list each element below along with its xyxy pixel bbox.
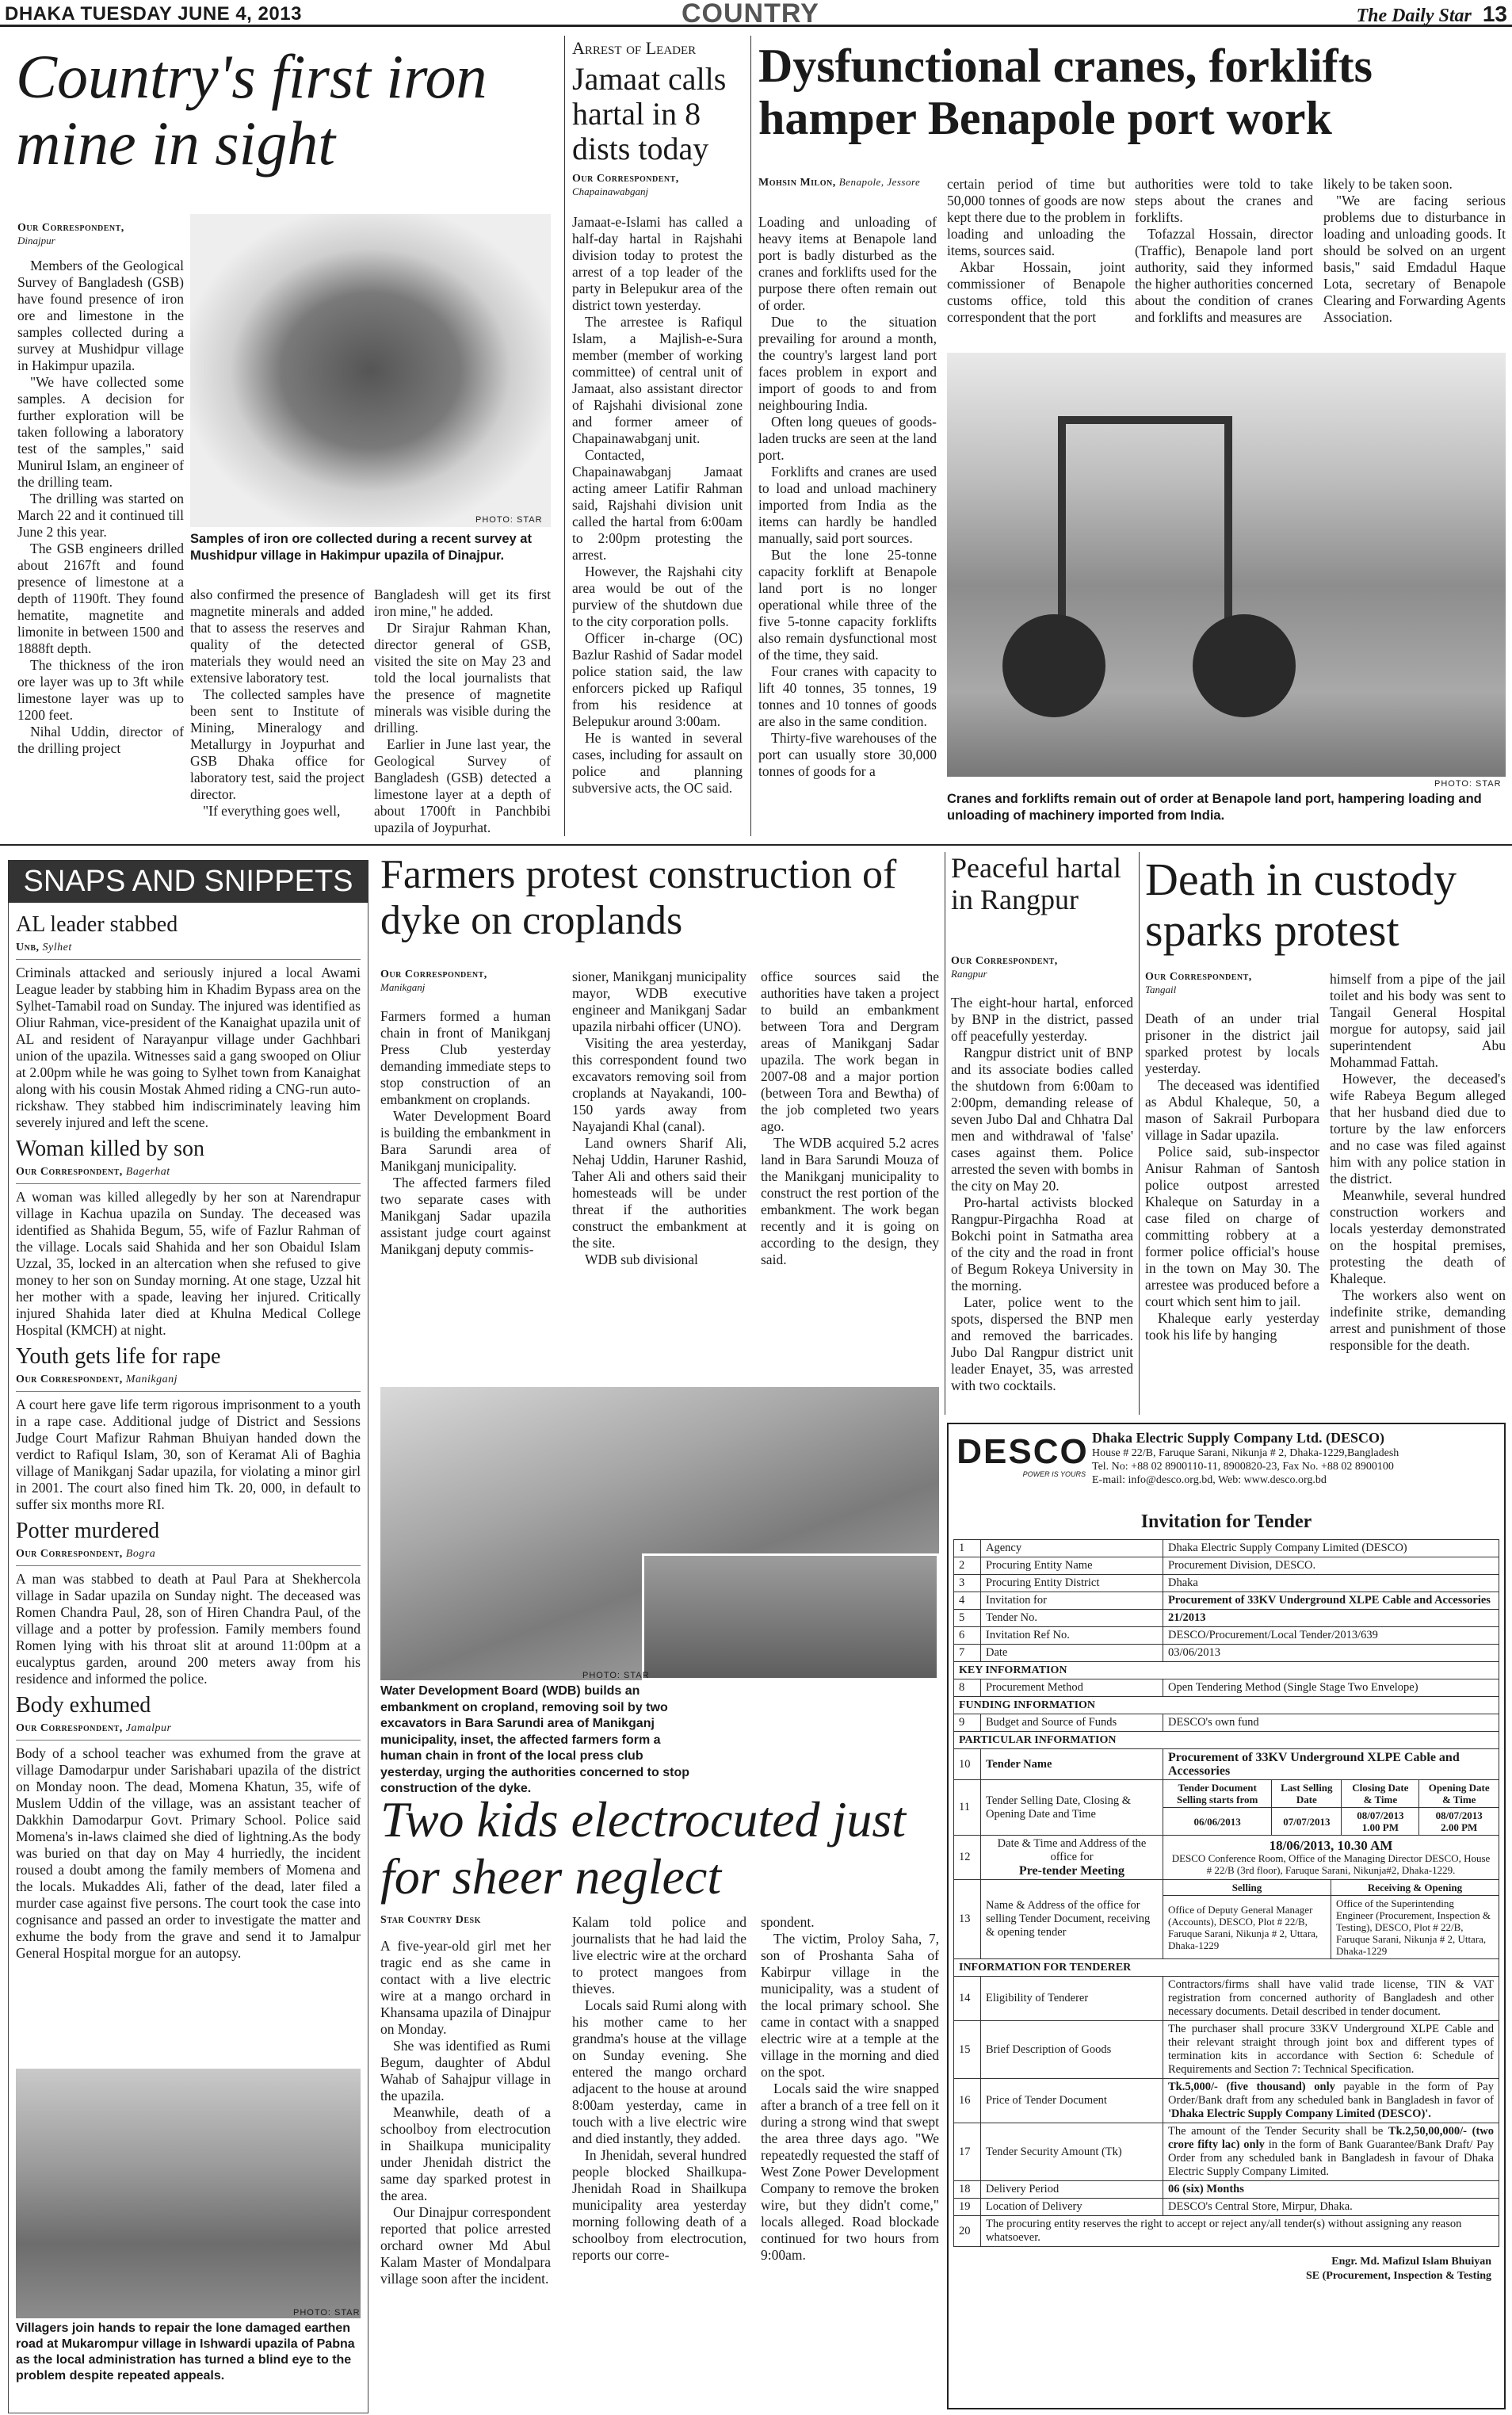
tender-row: [954, 1714, 1499, 1732]
snap-item: [16, 1136, 361, 1339]
closing-time: 1.00 PM: [1361, 1821, 1399, 1833]
custody-p2: The deceased was identified as Abdul Khaleque, 50, a mason of Sakrail Purbopara village in Sadar upazila.: [1145, 1077, 1319, 1143]
row-key: Tender Selling Date, Closing & Opening Date and Time: [981, 1780, 1163, 1836]
cranes-col4: [1323, 176, 1506, 326]
tender-section: [954, 1959, 1499, 1977]
jamaat-p5: Officer in-charge (OC) Bazlur Rashid of Sadar model police station said, the law enforcers picked up Rafiqul from his residence at Belepukur around 3:00am.: [572, 630, 743, 729]
custody-headline: Death in custody sparks protest: [1145, 854, 1457, 956]
meeting-address: DESCO Conference Room, Office of the Managing Director DESCO, House # 22/B (3rd floor), Faruque Sarani, Nikunja#2, Dhaka-1229.: [1171, 1852, 1491, 1876]
row-num: 9: [954, 1714, 981, 1732]
row-key: Procurement Method: [981, 1679, 1163, 1697]
kids-col1: [380, 1938, 551, 2287]
forklift-photo: [947, 353, 1506, 777]
cranes-p5: But the lone 25-tonne capacity forklift at Benapole land port is no longer operational while three of the five 5-tonne capacity forklifts also remain dysfunctional most of the time, they said.: [758, 547, 937, 663]
row-key: Brief Description of Goods: [981, 2021, 1163, 2079]
schedule-cell: [1163, 1780, 1499, 1836]
snap-text: A man was stabbed to death at Paul Para at Shekhercola village in Sadar upazila on Sunday night. The deceased was Romen Chandra Paul, 28, son of Hiren Chandra Paul, of the village and a potter by profession. Family members found Romen lying with his throat slit at around 11:00pm at a eucalyptus garden, around 200 meters away from his residence and informed the police.: [16, 1565, 361, 1687]
rangpur-p4: Later, police went to the spots, dispersed the BNP men and removed the barricades. Jubo Dal Rangpur district unit leader Enayet, 35, was arrested with two cocktails.: [951, 1294, 1133, 1393]
cranes-c4p1: likely to be taken soon.: [1323, 176, 1453, 192]
row-num: 16: [954, 2079, 981, 2123]
snap-item: [16, 1343, 361, 1513]
iron-c3p1: Bangladesh will get its first iron mine," he added.: [374, 587, 551, 619]
row-key: Name & Address of the office for selling Tender Document, receiving & opening tender: [981, 1880, 1163, 1959]
jamaat-p6: He is wanted in several cases, including for assault on police and planning subversive acts, the OC said.: [572, 730, 743, 796]
snap-item: [16, 1692, 361, 1962]
desco-tender-ad: [947, 1423, 1506, 2409]
farmers-c2p2: Visiting the area yesterday, this correspondent found two excavators removing soil from croplands at Nayakandi, 100-150 yards away from Nayajandi Khal (canal).: [572, 1035, 746, 1134]
tender-row: [954, 1749, 1499, 1780]
snap-item: [16, 1518, 361, 1687]
cranes-p6: Four cranes with capacity to lift 40 tonnes, 35 tonnes, 19 tonnes and 10 tonnes of goods are also in the same condition.: [758, 663, 937, 729]
section-title: COUNTRY: [682, 0, 819, 29]
row-num: 1: [954, 1540, 981, 1557]
cranes-col1: [758, 214, 937, 780]
custody-c2p2: However, the deceased's wife Rabeya Begum alleged that her husband died due to torture by the law enforcers and no case was filed against him with any police station in the district.: [1330, 1071, 1506, 1186]
signatory-name: Engr. Md. Mafizul Islam Bhuiyan: [1331, 2256, 1491, 2268]
row-value: DESCO/Procurement/Local Tender/2013/639: [1163, 1627, 1499, 1645]
farmers-p2: Water Development Board is building the embankment in Bara Sarundi area of Manikganj municipality.: [380, 1108, 551, 1174]
row-value: [1163, 2079, 1499, 2123]
rangpur-body: [951, 995, 1133, 1394]
kids-p2: She was identified as Rumi Begum, daughter of Abdul Wahab of Sahajpur village in the upazila.: [380, 2038, 551, 2104]
col-rule: [564, 36, 565, 836]
cranes-p1: Loading and unloading of heavy items at Benapole land port is badly disturbed as the cranes and forklifts used for the purpose there often remain out of order.: [758, 214, 937, 313]
row-value: Open Tendering Method (Single Stage Two Envelope): [1163, 1679, 1499, 1697]
kids-col3: [761, 1914, 939, 2264]
tender-row: [954, 1836, 1499, 1880]
desco-address: House # 22/B, Faruque Sarani, Nikunja # 2, Dhaka-1229,Bangladesh: [1092, 1447, 1399, 1459]
row-value: Procurement Division, DESCO.: [1163, 1557, 1499, 1575]
iron-ore-photo: [190, 214, 551, 527]
cranes-byline-text: Mohsin Milon,: [758, 177, 836, 189]
tender-row: [954, 1610, 1499, 1627]
opening-cell: [1419, 1808, 1499, 1836]
snap-text: A court here gave life term rigorous imprisonment to a youth in a rape case. Additional judge of District and Sessions Judge Court Mafizur Rahman Bhuiyan handed down the verdict to Rafiqul Islam, 30, son of Keramat Ali of Baghia village of Manikganj Sadar upazila, for violating a minor girl in 2001. The court also fined him Tk. 20, 000, in default to suffer six months more RI.: [16, 1391, 361, 1513]
custody-c2p4: The workers also went on indefinite strike, demanding arrest and punishment of those responsible for the death.: [1330, 1287, 1506, 1353]
receiving-head: Receiving & Opening: [1331, 1880, 1499, 1896]
tender-row: [954, 1592, 1499, 1610]
farmers-caption: Water Development Board (WDB) builds an embankment on cropland, removing soil by two excavators in Bara Sarundi area of Manikganj municipality, inset, the affected farmers form a human chain in front of the local press club yesterday, urging the authorities concerned to stop construction of the dyke.: [380, 1684, 689, 1795]
cranes-c3p2: Tofazzal Hossain, director (Traffic), Benapole land port authority, said they informed the higher authorities concerned about the condition of cranes and forklifts and measures are: [1135, 226, 1313, 325]
kids-c2p3: In Jhenidah, several hundred people blocked Shailkupa-Jhenidah Road in Shailkupa municipality area yesterday morning following death of a schoolboy from electrocution, reports our corre-: [572, 2147, 746, 2263]
row-num: 11: [954, 1780, 981, 1836]
kids-c3p3: Locals said the wire snapped after a branch of a tree fell on it during a strong wind that swept the area three days ago. "We repeatedly requested the staff of West Zone Power Development Company to remove the broken wire, but they didn't come," locals alleged. Road blockade continued for two hours from 9:00am.: [761, 2081, 939, 2263]
snap-text: Criminals attacked and seriously injured a local Awami League leader by stabbing him in Khadim Bypass area on the Sylhet-Tamabil road on Sunday. The injured was identified as Oliur Rahman, vice-president of the Kanaighat upazila unit of AL and resident of Narayanpur village under Gachhbari union of the upazila. Witnesses said a gang swooped on Oliur at 2.00pm while he was going to Sylhet town from Kanaighat along with his cousin Mostak Ahmed riding a CNG-run auto-rickshaw. They stabbed him indiscriminately leaving him severely injured and left the scene.: [16, 959, 361, 1131]
tender-row: [954, 1627, 1499, 1645]
row-value: DESCO's own fund: [1163, 1714, 1499, 1732]
section-label: KEY INFORMATION: [954, 1662, 1499, 1679]
cranes-p7: Thirty-five warehouses of the port can usually store 30,000 tonnes of goods for a: [758, 730, 937, 779]
row-value: [1163, 1836, 1499, 1880]
row-key: Tender Name: [981, 1749, 1163, 1780]
snap-headline: AL leader stabbed: [16, 912, 178, 937]
jamaat-kicker: Arrest of Leader: [572, 38, 697, 58]
row-key: Invitation Ref No.: [981, 1627, 1163, 1645]
row-num: 4: [954, 1592, 981, 1610]
jamaat-p1: Jamaat-e-Islami has called a half-day hartal in Rajshahi division today to protest the arrest of a top leader of the party in Belepukur area of the district town yesterday.: [572, 214, 743, 313]
iron-byline-text: Our Correspondent,: [17, 222, 124, 234]
security-terms: in the form of Bank Guarantee/Bank Draft/ Pay Order from any scheduled bank in Bangladesh in favour of Dhaka Electric Supply Company Limited.: [1168, 2138, 1494, 2178]
row-key: Date: [981, 1645, 1163, 1662]
snap-byline: [16, 1374, 361, 1386]
kids-byline: Star Country Desk: [380, 1914, 481, 1926]
tender-row: [954, 2199, 1499, 2216]
jamaat-location: Chapainawabganj: [572, 185, 649, 197]
snap-byline-text: Our Correspondent,: [16, 1548, 123, 1560]
farmers-c2p4: WDB sub divisional: [585, 1251, 698, 1267]
masthead-right: [1357, 2, 1508, 27]
jamaat-byline: [572, 173, 743, 198]
cranes-photo-credit: PHOTO: STAR: [1434, 779, 1502, 789]
farmers-location: Manikganj: [380, 981, 426, 993]
farmers-col2: [572, 969, 746, 1268]
farmers-col1: [380, 1008, 551, 1258]
row-key: Budget and Source of Funds: [981, 1714, 1163, 1732]
snaps-title: SNAPS AND SNIPPETS: [8, 860, 368, 903]
row-value: Dhaka Electric Supply Company Limited (DESCO): [1163, 1540, 1499, 1557]
kids-p1: A five-year-old girl met her tragic end as she came in contact with a live electric wire at a mango orchard in Khansama upazila of Dinajpur on Monday.: [380, 1938, 551, 2037]
jamaat-p4: However, the Rajshahi city area would be out of the purview of the shutdown due to the city corporation polls.: [572, 564, 743, 629]
rangpur-p3: Pro-hartal activists blocked Rangpur-Pirgachha Road at Bokchi point in Satmatha area of the city and the road in front of Begum Rokeya University in the morning.: [951, 1194, 1133, 1293]
snap-headline: Youth gets life for rape: [16, 1344, 221, 1369]
desco-logo: [953, 1429, 1092, 1478]
tender-row: [954, 1880, 1499, 1959]
tender-table: [953, 1539, 1499, 2247]
cranes-col3: [1135, 176, 1313, 326]
farmers-byline: [380, 969, 551, 994]
kids-c2p2: Locals said Rumi along with his mother came to her grandma's house at the village on Sunday evening. She entered the mango orchard adjacent to the house at around 8:00am yesterday, came in touch with a live electric wire and died instantly, they added.: [572, 1997, 746, 2146]
row-num: 6: [954, 1627, 981, 1645]
farmers-p1: Farmers formed a human chain in front of Manikganj Press Club yesterday demanding immediate steps to stop construction of an embankment on croplands.: [380, 1008, 551, 1107]
snap-byline-text: Our Correspondent,: [16, 1166, 123, 1178]
tender-row: [954, 2216, 1499, 2247]
row-key: Price of Tender Document: [981, 2079, 1163, 2123]
row-value: 03/06/2013: [1163, 1645, 1499, 1662]
row-key: Agency: [981, 1540, 1163, 1557]
snap-byline: [16, 1722, 361, 1735]
section-label: FUNDING INFORMATION: [954, 1697, 1499, 1714]
snap-byline-text: Unb,: [16, 942, 40, 953]
desco-tel: Tel. No: +88 02 8900110-11, 8900820-23, Fax No. +88 02 8900100: [1092, 1461, 1394, 1473]
col-rule: [1139, 852, 1140, 1415]
office-cell: [1163, 1880, 1499, 1959]
row-num: 7: [954, 1645, 981, 1662]
iron-c3p3: Earlier in June last year, the Geological Survey of Bangladesh (GSB) detected a limestone layer at a depth of about 1700ft in Panchbibi upazila of Joypurhat.: [374, 736, 551, 835]
farmers-byline-text: Our Correspondent,: [380, 969, 487, 980]
last-selling-date: 07/07/2013: [1272, 1808, 1342, 1836]
farmers-c2p1: sioner, Manikganj municipality mayor, WDB executive engineer and Manikganj Sadar upazila nirbahi officer (UNO).: [572, 969, 746, 1034]
kids-col2: [572, 1914, 746, 2264]
iron-col1: [17, 258, 184, 757]
row-value: Dhaka: [1163, 1575, 1499, 1592]
iron-p2: "We have collected some samples. A decision for further exploration will be taken following a laboratory test of the samples," said Munirul Islam, an engineer of the drilling team.: [17, 374, 184, 490]
iron-p5: The thickness of the iron ore layer was up to 3ft while limestone layer was up to 1200 feet.: [17, 657, 184, 723]
desco-logo-text: DESCO: [956, 1432, 1089, 1471]
schedule-head: Last Selling Date: [1272, 1780, 1342, 1808]
desco-company: Dhaka Electric Supply Company Ltd. (DESCO): [1092, 1430, 1385, 1446]
tender-title: Invitation for Tender: [1140, 1511, 1312, 1532]
rangpur-headline: Peaceful hartal in Rangpur: [951, 852, 1121, 915]
snaps-list: [16, 911, 361, 1966]
farmers-p3: The affected farmers filed two separate cases with Manikganj Sadar upazila assistant judge court against Manikganj deputy commis-: [380, 1175, 551, 1257]
tender-row: [954, 1977, 1499, 2021]
closing-cell: [1342, 1808, 1419, 1836]
row-num: 5: [954, 1610, 981, 1627]
schedule-head: Opening Date & Time: [1419, 1780, 1499, 1808]
iron-c2p2: The collected samples have been sent to Institute of Mining, Mineralogy and Metallurgy in Joypurhat and GSB Dhaka office for laboratory test, said the project director.: [190, 686, 365, 802]
jamaat-p3: Contacted, Chapainawabganj Jamaat acting ameer Latifir Rahman said, Rajshahi division unit called the hartal from 6:00am to 2:00pm protesting the arrest.: [572, 447, 743, 563]
signatory-title: SE (Procurement, Inspection & Testing: [1306, 2270, 1491, 2282]
snaps-photo-credit: PHOTO: STAR: [293, 2308, 361, 2318]
row-num: 14: [954, 1977, 981, 2021]
custody-byline: [1145, 971, 1319, 996]
selling-head: Selling: [1163, 1880, 1331, 1896]
col-rule: [750, 36, 751, 836]
meeting-datetime: 18/06/2013, 10.30 AM: [1269, 1838, 1393, 1853]
tender-row: [954, 1575, 1499, 1592]
snap-location: Bagerhat: [125, 1166, 170, 1178]
tender-row: [954, 1679, 1499, 1697]
opening-date: 08/07/2013: [1435, 1809, 1483, 1821]
farmers-photo-credit: PHOTO: STAR: [582, 1671, 650, 1680]
cranes-location: Benapole, Jessore: [838, 176, 921, 188]
inset-human-chain-photo: [642, 1553, 939, 1680]
tender-row: [954, 2181, 1499, 2199]
security-intro: The amount of the Tender Security shall be: [1168, 2125, 1384, 2138]
custody-c2p3: Meanwhile, several hundred construction workers and locals yesterday demonstrated on the hospital premises, protesting the death of Khaleque.: [1330, 1187, 1506, 1286]
row-num: 18: [954, 2181, 981, 2199]
snap-headline: Woman killed by son: [16, 1137, 205, 1161]
row-num: 8: [954, 1679, 981, 1697]
row-value: The procuring entity reserves the right to accept or reject any/all tender(s) without assigning any reason whatsoever.: [981, 2216, 1499, 2247]
schedule-head: Closing Date & Time: [1342, 1780, 1419, 1808]
row-key: Procuring Entity Name: [981, 1557, 1163, 1575]
paper-name: The Daily Star: [1356, 6, 1472, 26]
row-value: 06 (six) Months: [1163, 2181, 1499, 2199]
row-value: [1163, 2123, 1499, 2181]
kids-headline: Two kids electrocuted just for sheer neglect: [380, 1791, 906, 1905]
desco-contact: [1092, 1429, 1499, 1487]
row-key: [981, 1836, 1163, 1880]
iron-p3: The drilling was started on March 22 and it continued till June 2 this year.: [17, 491, 184, 540]
kids-c2p1: Kalam told police and journalists that he had laid the live electric wire at the orchard to protect mangoes from thieves.: [572, 1914, 746, 1997]
schedule-table: [1163, 1780, 1499, 1835]
snap-location: Jamalpur: [125, 1722, 172, 1734]
cranes-col2: [947, 176, 1125, 326]
row-num: 10: [954, 1749, 981, 1780]
snap-byline: [16, 942, 361, 954]
cranes-c2p2: Akbar Hossain, joint commissioner of Benapole customs office, told this correspondent that the port: [947, 259, 1125, 325]
payee: 'Dhaka Electric Supply Company Limited (DESCO)'.: [1168, 2107, 1431, 2120]
cranes-c4p2: "We are facing serious problems due to disturbance in loading and unloading goods. It should be solved on an urgent basis," said Emdadul Haque Lota, secretary of Benapole Clearing and Forwarding Agents Association.: [1323, 193, 1506, 325]
section-label: PARTICULAR INFORMATION: [954, 1732, 1499, 1749]
snap-text: Body of a school teacher was exhumed from the grave at village Damodarpur under Sarishabari upazila of the district on Monday noon. The dead, Momena Khatun, 35, wife of Muslem Uddin of the village, was an assistant teacher of Dakkhin Damodarpur Govt. Primary School. Police said Momena's in-laws claimed she died of lightning.As the body was buried on that day on May 4 hurriedly, the incident roused a doubt among the family members of Momena and the locals. Mukaddes Ali, father of the dead, later filed a murder case against five persons. The court took the case into cognisance and passed an order to investigate the matter and exhume the body from the grave and send it to Jamalpur General Hospital morgue for an autopsy.: [16, 1740, 361, 1962]
iron-p1: Members of the Geological Survey of Bangladesh (GSB) have found presence of iron ore and limestone in the samples collected during a survey at Mushidpur village in Hakimpur upazila.: [17, 258, 184, 373]
iron-headline: Country's first iron mine in sight: [16, 42, 487, 178]
closing-date: 08/07/2013: [1357, 1809, 1404, 1821]
snap-item: [16, 911, 361, 1131]
embankment-photo: [380, 1387, 939, 1680]
forklift-wheel-shape: [1193, 614, 1296, 717]
iron-location: Dinajpur: [17, 235, 55, 246]
row-key: Tender Security Amount (Tk): [981, 2123, 1163, 2181]
section-divider: [0, 844, 1512, 846]
jamaat-headline: Jamaat calls hartal in 8 dists today: [572, 61, 727, 166]
cranes-p3: Often long queues of goods-laden trucks are seen at the land port.: [758, 414, 937, 463]
snap-headline: Potter murdered: [16, 1519, 160, 1543]
kids-p4: Our Dinajpur correspondent reported that police arrested orchard owner Md Abul Kalam Master of Mondalpara village soon after the incident.: [380, 2204, 551, 2287]
security-amount: Tk.2,50,00,000/- (two crore fifty lac) only: [1168, 2125, 1495, 2151]
desco-email[interactable]: E-mail: info@desco.org.bd, Web: www.desco.org.bd: [1092, 1474, 1327, 1486]
dateline: DHAKA TUESDAY JUNE 4, 2013: [5, 3, 302, 25]
tender-section: [954, 1662, 1499, 1679]
cranes-c2p1: certain period of time but 50,000 tonnes of goods are now kept there due to the problem in loading and unloading the items, sources said.: [947, 176, 1125, 258]
section-label: INFORMATION FOR TENDERER: [954, 1959, 1499, 1977]
rangpur-p2: Rangpur district unit of BNP and its associate bodies called the shutdown from 6:00am to 2:00pm, demanding release of seven Jubo Dal and Chhatra Dal men and withdrawal of 'false' cases against them. Police arrested the seven with bombs in the city on May 20.: [951, 1045, 1133, 1194]
meeting-label: Pre-tender Meeting: [1018, 1864, 1125, 1878]
desco-letterhead: [953, 1429, 1499, 1508]
custody-p3: Police said, sub-inspector Anisur Rahman of Santosh police outpost arrested Khaleque on Saturday in a case filed on charge of committing robbery at a former police official's house in the town on May 30. The arrestee was produced before a court which sent him to jail.: [1145, 1144, 1319, 1309]
tender-row: [954, 1540, 1499, 1557]
rangpur-location: Rangpur: [951, 968, 987, 980]
iron-c2p3: "If everything goes well,: [203, 803, 341, 819]
tender-signature: [953, 2255, 1499, 2283]
row-value: The purchaser shall procure 33KV Underground XLPE Cable and their relevant straight through joint box and different types of termination kits in accordance with Section 6: Schedule of Requirements and Section 7: Technical Specification.: [1163, 2021, 1499, 2079]
farmers-c2p3: Land owners Sharif Ali, Nehaj Uddin, Haruner Rashid, Taher Ali and others said their homesteads will be under threat if the authorities construct the embankment at the site.: [572, 1135, 746, 1251]
iron-photo-credit: PHOTO: STAR: [475, 515, 543, 525]
document-price: Tk.5,000/- (five thousand) only: [1168, 2081, 1335, 2093]
farmers-c3p1: office sources said the authorities have taken a project to build an embankment between Tora and Dergram areas of Manikganj Sadar upazila. The work began in 2007-08 and a major portion (between Tora and Bewtha) of the job completed two years ago.: [761, 969, 939, 1134]
receiving-office: Office of the Superintending Engineer (Procurement, Inspection & Testing), DESCO, Plot # 22/B, Faruque Sarani, Nikunja # 2, Uttara, Dhaka-1229: [1331, 1896, 1499, 1959]
row-key: Tender No.: [981, 1610, 1163, 1627]
iron-c3p2: Dr Sirajur Rahman Khan, director general of GSB, visited the site on May 23 and told the local journalists that the presence of magnetite minerals was visible during the drilling.: [374, 620, 551, 736]
kids-c3p1: spondent.: [761, 1914, 815, 1930]
snap-byline: [16, 1548, 361, 1561]
cranes-c3p1: authorities were told to take steps about the cranes and forklifts.: [1135, 176, 1313, 225]
tender-section: [954, 1732, 1499, 1749]
cranes-p2: Due to the situation prevailing for around a month, the country's largest land port faces problem in export and import of goods to and from neighbouring India.: [758, 314, 937, 413]
kids-p3: Meanwhile, death of a schoolboy from electrocution in Shailkupa municipality under Jhenidah district the same day sparked protest in the area.: [380, 2104, 551, 2203]
snap-location: Manikganj: [125, 1374, 178, 1385]
cranes-headline: Dysfunctional cranes, forklifts hamper Benapole port work: [758, 40, 1373, 144]
rangpur-byline-text: Our Correspondent,: [951, 955, 1058, 967]
snap-location: Sylhet: [42, 942, 72, 953]
row-value: Procurement of 33KV Underground XLPE Cable and Accessories: [1163, 1749, 1499, 1780]
iron-c2p1: also confirmed the presence of magnetite minerals and added that to assess the reserves and quality of the detected materials they would need an extensive laboratory test.: [190, 587, 365, 686]
tender-row: [954, 2021, 1499, 2079]
jamaat-byline-text: Our Correspondent,: [572, 173, 679, 185]
row-value: 21/2013: [1163, 1610, 1499, 1627]
rangpur-p1: The eight-hour hartal, enforced by BNP in the district, passed off peacefully yesterday.: [951, 995, 1133, 1044]
row-value: Contractors/firms shall have valid trade license, TIN & VAT registration from concerned authority of Bangladesh and other necessary documents. Detail described in tender document.: [1163, 1977, 1499, 2021]
custody-byline-text: Our Correspondent,: [1145, 971, 1252, 983]
row-num: 17: [954, 2123, 981, 2181]
row-num: 13: [954, 1880, 981, 1959]
custody-p4: Khaleque early yesterday took his life by hanging: [1145, 1310, 1319, 1343]
jamaat-p2: The arrestee is Rafiqul Islam, a Majlish-e-Sura member (member of working committee) of central unit of Jamaat, also assistant director of Rajshahi divisional zone and former ameer of Chapainawabganj unit.: [572, 314, 743, 446]
snaps-caption: Villagers join hands to repair the lone damaged earthen road at Mukarompur village in Ishwardi upazila of Pabna as the local administration has turned a blind eye to the problem despite repeated appeals.: [16, 2321, 355, 2383]
row-key: Procuring Entity District: [981, 1575, 1163, 1592]
snap-byline: [16, 1166, 361, 1179]
opening-time: 2.00 PM: [1441, 1821, 1478, 1833]
forklift-wheel-shape: [1002, 614, 1105, 717]
page-number: 13: [1482, 2, 1507, 26]
payment-terms: payable in the form of Pay Order/Bank draft from any scheduled bank in Bangladesh in favor of: [1168, 2081, 1494, 2107]
snap-headline: Body exhumed: [16, 1693, 151, 1718]
tender-row: [954, 1557, 1499, 1575]
meeting-key: Date & Time and Address of the office for: [997, 1837, 1147, 1863]
jamaat-body: [572, 214, 743, 797]
iron-p4: The GSB engineers drilled about 2167ft and found presence of limestone at a depth of 1190ft. They found hematite, magnetite and limonite in between 1500 and 1888ft depth.: [17, 541, 184, 656]
iron-caption: Samples of iron ore collected during a recent survey at Mushidpur village in Hakimpur upazila of Dinajpur.: [190, 532, 532, 563]
row-value: DESCO's Central Store, Mirpur, Dhaka.: [1163, 2199, 1499, 2216]
rangpur-byline: [951, 955, 1133, 980]
row-key: Location of Delivery: [981, 2199, 1163, 2216]
tender-section: [954, 1697, 1499, 1714]
iron-byline: [17, 222, 184, 247]
tender-row: [954, 1645, 1499, 1662]
tender-row: [954, 2123, 1499, 2181]
cranes-caption: Cranes and forklifts remain out of order at Benapole land port, hampering loading and unloading of machinery imported from India.: [947, 792, 1482, 823]
iron-p6: Nihal Uddin, director of the drilling project: [17, 724, 184, 756]
kids-c3p2: The victim, Proloy Saha, 7, son of Proshanta Saha of Kabirpur village in the municipality, was a student of the local primary school. She came in contact with a snapped electric wire at a temple at the village in the morning and died on the spot.: [761, 1931, 939, 2080]
iron-col2: [190, 587, 365, 820]
custody-col2: [1330, 971, 1506, 1354]
row-num: 2: [954, 1557, 981, 1575]
snap-byline-text: Our Correspondent,: [16, 1722, 123, 1734]
row-key: Eligibility of Tenderer: [981, 1977, 1163, 2021]
custody-p1: Death of an under trial prisoner in the district jail sparked protest by locals yesterday.: [1145, 1011, 1319, 1076]
row-value: Procurement of 33KV Underground XLPE Cable and Accessories: [1163, 1592, 1499, 1610]
row-num: 12: [954, 1836, 981, 1880]
custody-col1: [1145, 1011, 1319, 1343]
row-key: Invitation for: [981, 1592, 1163, 1610]
selling-start-date: 06/06/2013: [1163, 1808, 1272, 1836]
snap-text: A woman was killed allegedly by her son at Narendrapur village in Kachua upazila on Sunday. The deceased was identified as Shahida Begum, 55, wife of Fazlur Rahman of the village. Locals said Shahida and her son Obaidul Islam Uzzal, 35, locked in an altercation when she refused to give money to her son on Sunday morning. At one stage, Uzzal hit her mother with a spade, leaving her injured. Critically injured Shahida later died at Khulna Medical College Hospital (KMCH) at night.: [16, 1183, 361, 1339]
desco-tagline: POWER IS YOURS: [1022, 1470, 1086, 1478]
selling-office: Office of Deputy General Manager (Accounts), DESCO, Plot # 22/B, Faruque Sarani, Nikunja # 2, Uttara, Dhaka-1229: [1163, 1896, 1331, 1959]
farmers-col3: [761, 969, 939, 1268]
row-num: 15: [954, 2021, 981, 2079]
tender-row: [954, 1780, 1499, 1836]
villagers-road-photo: [16, 2069, 361, 2318]
cranes-p4: Forklifts and cranes are used to load and unload machinery imported from India as the items can hardly be handled manually, said port sources.: [758, 464, 937, 546]
row-num: 20: [954, 2216, 981, 2247]
cranes-byline: [758, 176, 929, 189]
snap-byline-text: Our Correspondent,: [16, 1374, 123, 1385]
row-num: 19: [954, 2199, 981, 2216]
farmers-c3p2: The WDB acquired 5.2 acres land in Bara Sarundi Mouza of the Manikganj municipality to construct the rest portion of the embankment. The work began recently and it is going on according to the design, they said.: [761, 1135, 939, 1267]
farmers-headline: Farmers protest construction of dyke on croplands: [380, 852, 897, 943]
schedule-head: Tender Document Selling starts from: [1163, 1780, 1272, 1808]
tender-row: [954, 2079, 1499, 2123]
iron-col3: [374, 587, 551, 836]
custody-c2p1: himself from a pipe of the jail toilet and his body was sent to Tangail General Hospital morgue for autopsy, said jail superintendent Abu Mohammad Fattah.: [1330, 971, 1506, 1070]
row-key: Delivery Period: [981, 2181, 1163, 2199]
custody-location: Tangail: [1145, 984, 1177, 995]
office-table: [1163, 1880, 1499, 1958]
row-num: 3: [954, 1575, 981, 1592]
snap-location: Bogra: [125, 1548, 156, 1560]
